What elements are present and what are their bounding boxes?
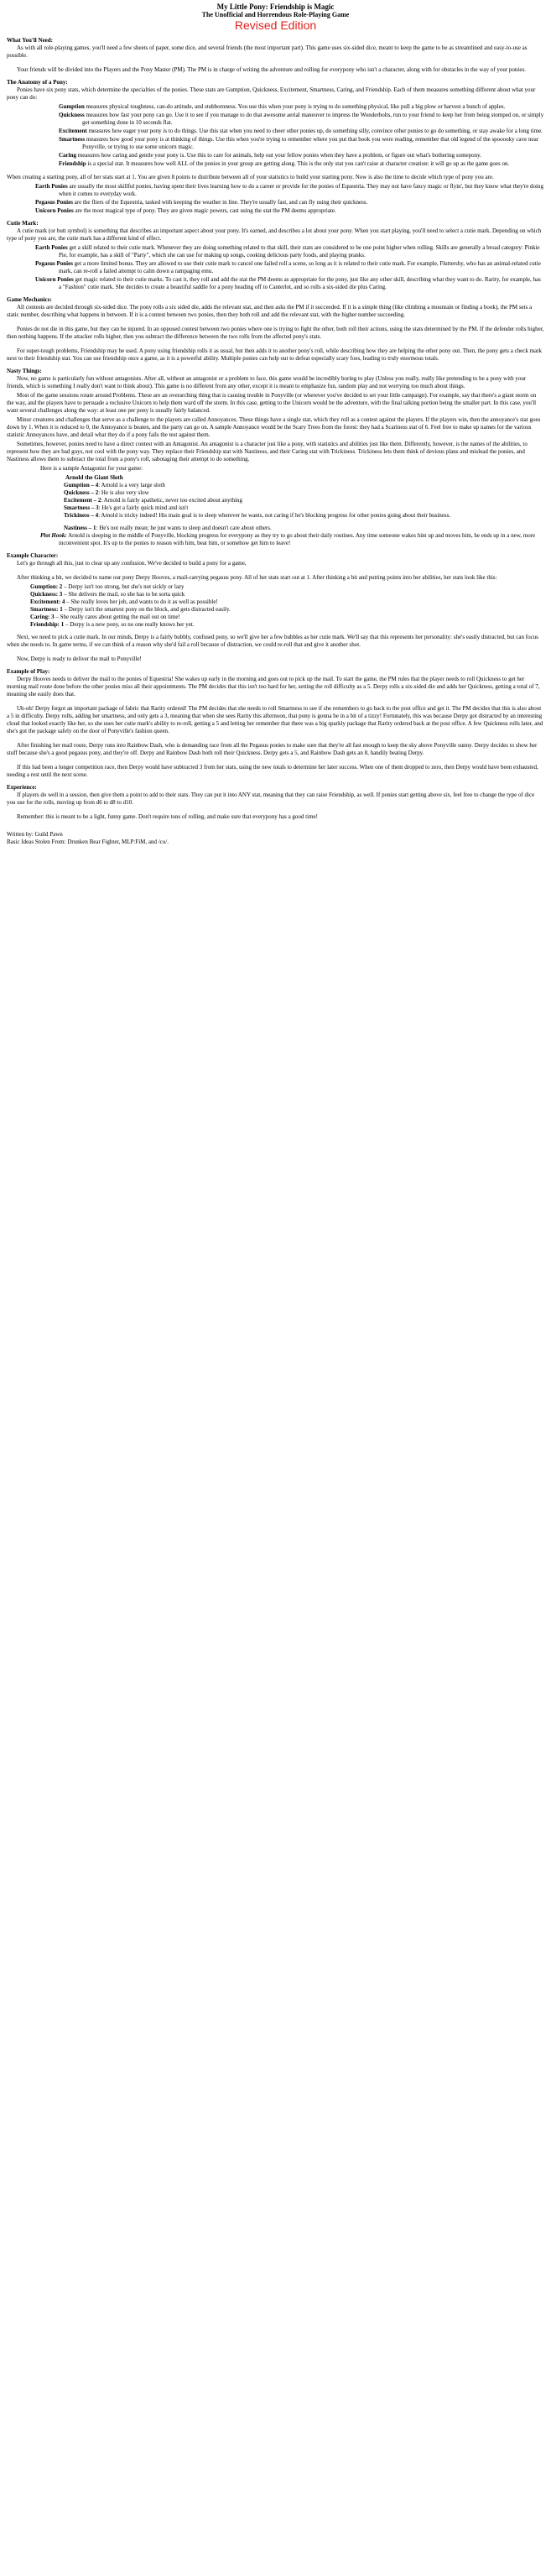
section-heading-anatomy: The Anatomy of a Pony:: [7, 79, 68, 86]
stat-friendship: Friendship is a special stat. It measures how well ALL of the ponies in your group are getting along. This is the only stat you can't raise at character creation: it will go up as the game goes on.: [59, 160, 510, 167]
antagonist-stat: Excitement – 2: Arnold is fairly apathetic, never too excited about anything: [64, 497, 243, 504]
paragraph: Now, no game is particularly fun without antagonists. After all, without an antagonist or a problem to face, this game would be incredibly boring to play (Unless you really, really like pretending to be a pony with your friends, which is something I really don't want to think about). This game is no different from any other, except it is meant to emphasize fun, random play and not worrying too much about things.: [7, 375, 527, 389]
stat-list: [7, 103, 544, 168]
stat-caring: Caring measures how caring and gentle your pony is. Use this to care for animals, help out your fellow ponies when they have a problem, or figure out what's bothering somepony.: [59, 152, 481, 159]
paragraph: Uh-oh! Derpy forgot an important package of fabric that Rarity ordered! The PM decides that she needs to roll Smartness to see if she remembers to go back to the post office and get it. The PM decides that this is also about a 5 in difficulty. Derpy rolls, adding her smartness, and only gets a 3, meaning that when she sees Rarity this afternoon, that pony is gonna be in a bit of a tizzy! Fortunately, this was because Derpy got distracted by an interesting cloud that looked exactly like her, so she uses her cutie mark's ability to re-roll, getting a 5 and letting her remember that there was a big sparkly package that Rarity ordered back at the post office. A few Quickness rolls later, and she's got the package safely on the door of Ponyville's fashion queen.: [7, 705, 543, 734]
paragraph: Most of the game sessions rotate around Problems. These are an overarching thing that is causing trouble in Ponyville (or wherever you've decided to set your little campaign). For example, say that there's a giant storm on the way, and the players have to persuade a reclusive Unicorn to help them ward off the storm. In this case, getting to the Unicorn would be the adventure, with the final talking portion being the smaller part. In this case, you'll want several challenges along the way: at least one per pony is usually fairly balanced.: [7, 392, 537, 414]
paragraph: When creating a starting pony, all of her stats start at 1. You are given 8 points to distribute between all of your statistics to build your starting pony. Now is also the time to decide which type of pony you are.: [7, 174, 494, 180]
paragraph: Derpy Hooves needs to deliver the mail to the ponies of Equestria! She wakes up early in the morning and goes out to pick up the mail. To start the game, the PM rules that the player needs to roll Quickness to get her morning mail route done before the other ponies miss all their appointments. The PM decides that this isn't too hard for her, setting the roll difficulty as a 5. Derpy rolls a six-sided die and adds her Quickness, getting a total of 7, meaning she easily does that.: [7, 676, 540, 698]
antagonist-stat: Smartness – 3: He's got a fairly quick mind and isn't: [64, 504, 189, 511]
plot-hook: Plot Hook: Arnold is sleeping in the middle of Ponyville, blocking progress for everypony as they try to go about their daily routines. Any time someone wakes him up and moves him, he ends up in a new, more inconvenient spot. It's up to the ponies to reason with him, beat him, or somehow get him to leave!: [40, 532, 536, 546]
pony-type-earth: Earth Ponies are usually the most skillful ponies, having spent their lives learning how to do a career or provide for the ponies of Equestria. They may not have fancy magic or flyin', but they know what they're doing when it comes to everyday work.: [35, 183, 544, 197]
antagonist-stats: [7, 482, 544, 532]
paragraph: Minor creatures and challenges that serve as a challenge to the players are called Annoyances. These things have a single stat, which they roll as a contest against the players. If the players win, then the annoyance's stat goes down by 1. When it is reduced to 0, the Annoyance is beaten, and the party can go on. A sample Annoyance would be the Scary Trees from the forest: they had a Scariness stat of 6. Feel free to make up names for the various statistic Annoyances have, and detail what they do if a pony fails the test against them.: [7, 416, 541, 438]
antagonist-stat: Gumption – 4: Arnold is a very large sloth: [64, 482, 165, 489]
credit-sources: Basic Ideas Stolen From: Drunken Bear Fighter, MLP:FiM, and /co/.: [7, 839, 169, 845]
stat-smartness: Smartness measures how good your pony is at thinking of things. Use this when you're trying to remember where you put that book you were reading, remember that old legend of the spooooky cave near Ponyville, or trying to use some unicorn magic.: [59, 136, 539, 150]
paragraph: For super-tough problems, Friendship may be used. A pony using friendship rolls it as usual, but then adds it to another pony's roll, while describing how they are helping the other pony out. Then, the pony gets a check mark next to their friendship stat. You can use friendship once a game, as it is a powerful ability. Multiple ponies can help out to defeat especially scary foes, leading to truly enormous totals.: [7, 347, 543, 362]
section-heading-example-play: Example of Play:: [7, 668, 50, 675]
paragraph: Now, Derpy is ready to deliver the mail to Ponyville!: [17, 656, 142, 662]
cutie-earth: Earth Ponies get a skill related to their cutie mark. Whenever they are doing something related to that skill, their stats are considered to be one point higher when rolling. Skills are generally a broad category: Pinkie Pie, for example, has a skill of "Party", which she can use for making up songs, cooking delicious party foods, and playing pranks.: [35, 244, 540, 259]
derpy-stat: Smartness: 1 – Derpy isn't the smartest pony on the block, and gets distracted easily.: [30, 606, 231, 613]
paragraph: A cutie mark (or butt symbol) is something that describes an important aspect about your pony. It's earned, and describes a lot about your pony. When you start playing, you'll need to select a cutie mark. Depending on which type of pony you are, the cutie mark has a different kind of effect.: [7, 227, 542, 242]
derpy-stat: Excitement: 4 – She really loves her job, and wants to do it as well as possible!: [30, 598, 218, 605]
edition-label: Revised Edition: [234, 18, 317, 32]
derpy-stat: Gumption: 2 – Derpy isn't too strong, but she's not sickly or lazy: [30, 583, 185, 590]
paragraph: Your friends will be divided into the Players and the Pony Master (PM). The PM is in charge of writing the adventure and rolling for everypony who isn't a character, along with for obstacles in the way of your ponies.: [17, 66, 526, 73]
pony-type-unicorn: Unicorn Ponies are the most magical type of pony. They are given magic powers, cast using the stat the PM deems appropriate.: [35, 207, 336, 214]
paragraph: Remember: this is meant to be a light, funny game. Don't require tons of rolling, and make sure that everypony has a good time!: [17, 813, 318, 820]
cutie-pegasus: Pegasus Ponies get a more limited bonus. They are allowed to use their cutie mark to cancel one failed roll a scene, so long as it is related to their cutie mark. For example, Fluttershy, who has an animal-related cutie mark, can re-roll a failed attempt to calm down a rampaging emu.: [35, 260, 541, 274]
paragraph: All contests are decided through six-sided dice. The pony rolls a six sided die, adds the relevant stat, and then asks the PM if it succeeded. If it is a simple thing (like climbing a mountain or finding a book), the PM sets a static number, describing what happens in between. If it is a contest between two ponies, then they both roll and add the relevant stat, with the higher number succeeding.: [7, 304, 533, 318]
pony-type-pegasus: Pegasus Ponies are the fliers of the Equestria, tasked with keeping the weather in line. They're usually fast, and can fly using their quickness.: [35, 199, 368, 206]
paragraph: Sometimes, however, ponies need to have a direct contest with an Antagonist. An antagonist is a character just like a pony, with statistics and abilities just like them. Differently, however, is the names of the abilities, to represent how they are bad guys, not cool with the pony way. They replace their Friendship stat with Nastiness, and their Caring stat with Trickiness. Trickiness lets them think of devious plans and mislead the ponies, and Nastiness allows them to subtract the total from a pony's roll, sabotaging their attempt to do something.: [7, 441, 528, 462]
section-heading-need: What You'll Need:: [7, 37, 53, 44]
stat-excitement: Excitement measures how eager your pony is to do things. Use this stat when you need to cheer other ponies up, do something silly, convince other ponies to go do something, or stay awake for a long time.: [59, 128, 543, 134]
derpy-stat: Quickness: 3 – She delivers the mail, so she has to be sorta quick: [30, 591, 185, 598]
paragraph: After finishing her mail route, Derpy runs into Rainbow Dash, who is demanding race from all the Pegasus ponies to make sure that they're all fast enough to keep the sky above Ponyville sunny. Derpy decides to show her stuff because she's a good pegasus pony, and they're off. Derpy and Rainbow Dash both roll their Quickness. Derpy gets a 5, and Rainbow Dash gets an 8, handily beating Derpy.: [7, 742, 538, 756]
paragraph: After thinking a bit, we decided to name our pony Derpy Hooves, a mail-carrying pegasus pony. All of her stats start out at 1. After thinking a bit and putting points into her abilities, her stats look like this:: [17, 574, 497, 581]
paragraph: Ponies have six pony stats, which determine the specialties of the ponies. These stats are Gumption, Quickness, Excitement, Smartness, Caring, and Friendship. Each of them measures something different about what your pony can do:: [7, 86, 536, 101]
paragraph: Let's go through all this, just to clear up any confusion. We've decided to build a pony for a game,: [17, 560, 247, 567]
antagonist-stat: Nastiness – 1: He's not really mean; he just wants to sleep and doesn't care about others.: [64, 525, 272, 531]
paragraph: As with all role-playing games, you'll need a few sheets of paper, some dice, and several friends (the most important part). This game uses six-sided dice, meant to keep the game to be as streamlined and easy-to-use as possible.: [7, 44, 528, 59]
paragraph: Ponies do not die in this game, but they can be injured. In an opposed contest between two ponies where one is trying to fight the other, both roll their actions, using the stats determined by the PM. If the defender rolls higher, then nothing happens. If the attacker rolls higher, then you subtract the difference between the two rolls from the affected pony's stats.: [7, 326, 544, 340]
paragraph: If this had been a longer competition race, then Derpy would have subtracted 3 from her stats, using the new totals to determine her later success. When one of them dropped to zero, then Derpy would have been exhausted, needing a rest until the next scene.: [7, 764, 538, 778]
section-heading-cutie-mark: Cutie Mark:: [7, 220, 39, 227]
document: [0, 0, 551, 846]
doc-title: My Little Pony: Friendship is Magic: [216, 3, 335, 11]
cutie-unicorn: Unicorn Ponies get magic related to their cutie marks. To cast it, they roll and add the stat the PM deems as appropriate for the pony, just like any other skill, describing what they want to do. Rarity, for example, has a "Fashion" cutie mark. She decides to create a beautiful saddle for a pony heading off to Canterlot, and so rolls a six-sided die plus Caring.: [35, 276, 541, 290]
antagonist-name: Arnold the Giant Sloth: [65, 474, 123, 481]
section-heading-example-character: Example Character:: [7, 552, 59, 559]
paragraph: Next, we need to pick a cutie mark. In our minds, Derpy is a fairly bubbly, confused pony, so we'll give her a few bubbles as her cutie mark. We'll say that this represents her personality: she's easily distracted, but can focus when she needs to. In game terms, if we can think of a reason why she'd fail a roll because of distraction, we could re-roll that and give it another shot.: [7, 634, 538, 648]
paragraph: If players do well in a session, then give them a point to add to their stats. They can put it into ANY stat, meaning that they can raise Friendship, as well. If ponies start getting above six, feel free to change the type of dice you use for the rolls, moving up from d6 to d8 to d10.: [7, 792, 535, 806]
paragraph: Here is a sample Antagonist for your game:: [40, 465, 143, 472]
stat-gumption: Gumption measures physical toughness, can-do attitude, and stubbornness. You use this when your pony is trying to do something physical, like pull a big plow or harvest a bunch of apples.: [59, 103, 506, 110]
section-heading-mechanics: Game Mechanics:: [7, 296, 52, 303]
derpy-stat: Caring: 3 – She really cares about getting the mail out on time!: [30, 614, 180, 620]
doc-subtitle: The Unofficial and Horrendous Role-Playing Game: [201, 11, 350, 18]
section-heading-nasty: Nasty Things:: [7, 368, 42, 374]
antagonist-stat: Quickness – 2: He is also very slow: [64, 489, 149, 496]
antagonist-stat: Trickiness – 4: Arnold is tricky indeed! His main goal is to sleep wherever he wants, not caring if he's blocking progress for other ponies going about their business.: [64, 512, 451, 519]
section-heading-experience: Experience:: [7, 784, 37, 791]
credit-author: Written by: Guild Pawn: [7, 831, 63, 838]
derpy-stat: Friendship: 1 – Derpy is a new pony, so no one really knows her yet.: [30, 621, 195, 628]
derpy-stats: [7, 583, 544, 629]
stat-quickness: Quickness measures how fast your pony can go. Use it to see if you manage to do that awesome aerial maneuver to impress the Wonderbolts, run to your friend to keep her from being stomped on, or simply get something done in 10 seconds flat.: [59, 112, 544, 126]
